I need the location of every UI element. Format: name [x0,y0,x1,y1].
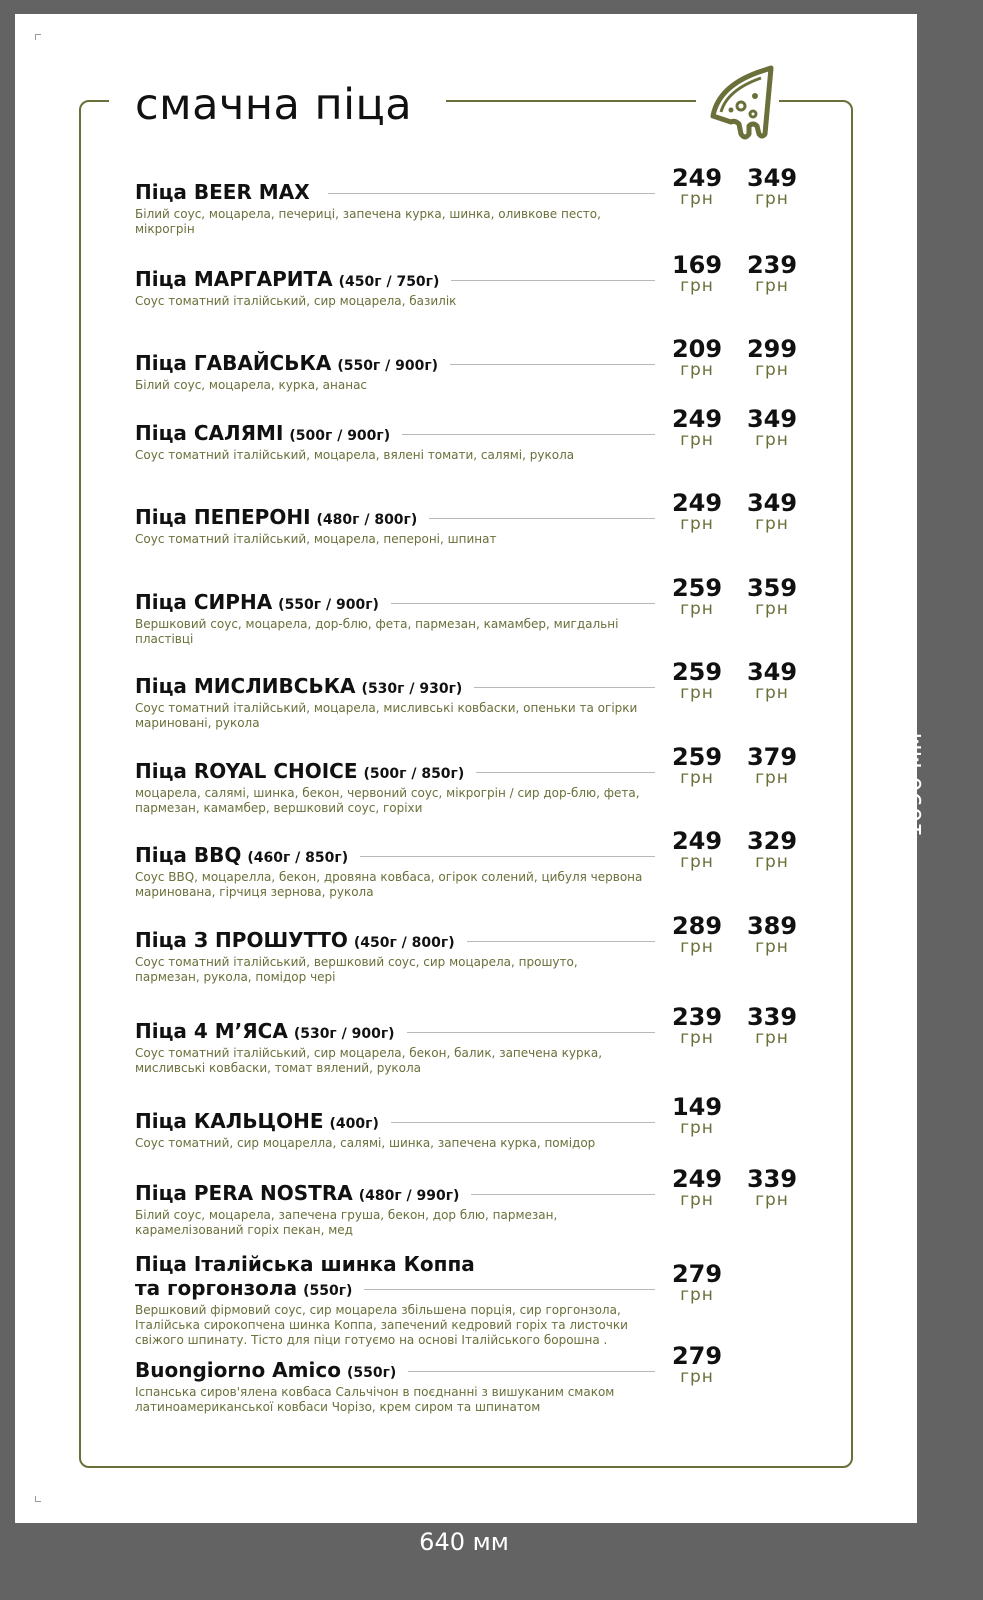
price-small: 249 грн [671,827,723,872]
price-large: 349 грн [746,405,798,450]
price-small: 289 грн [671,912,723,957]
item-name: Піца МАРГАРИТА [135,267,333,291]
price-small: 149 грн [671,1093,723,1138]
item-name: Піца КАЛЬЦОНЕ [135,1109,324,1133]
item-weight: (460г / 850г) [247,850,349,866]
item-description: Соус томатний італійський, моцарела, вялені томати, салямі, рукола [135,448,575,462]
price-large: 339 грн [746,1003,798,1048]
menu-item [135,574,815,647]
item-name: Піца PERA NOSTRA [135,1181,353,1205]
menu-item [135,743,815,816]
item-description: Соус томатний італійський, моцарела, пепероні, шпинат [135,532,497,546]
price-small: 249 грн [671,489,723,534]
item-name: Піца ГАВАЙСЬКА [135,351,332,375]
height-dimension-label: 1090 мм [899,732,927,838]
price-small: 279 грн [671,1260,723,1305]
price-small: 249 грн [671,164,723,209]
item-description: Соус томатний італійський, моцарела, мисливські ковбаски, опеньки та огірки мариновані, рукола [135,701,638,730]
item-weight: (550г / 900г) [278,597,379,613]
item-name: Піца СИРНА [135,590,273,614]
menu-item [135,1093,815,1151]
item-description: Соус томатний італійський, сир моцарела, базилік [135,294,457,308]
item-description: Вершковий фірмовий соус, сир моцарела збільшена порція, сир горгонзола, Італійська сирокопчена шинка Коппа, запечений кедровий горіх та листочки свіжого шпинату. Тісто для піци готуємо на основі Італійського борошна . [135,1303,628,1347]
width-dimension-label: 640 мм [419,1528,509,1556]
price-small: 239 грн [671,1003,723,1048]
item-weight: (500г / 850г) [363,766,465,782]
price-large: 329 грн [746,827,798,872]
item-description: Білий соус, моцарела, запечена груша, бекон, дор блю, пармезан, карамелізований горіх пекан, мед [135,1208,558,1237]
item-weight: (450г / 750г) [338,274,440,290]
item-weight: (450г / 800г) [353,935,455,951]
item-weight: (480г / 800г) [316,512,418,528]
pizza-slice-icon [705,64,775,140]
crop-mark [35,1496,41,1502]
item-weight: (480г / 990г) [358,1188,460,1204]
price-small: 279 грн [671,1342,723,1387]
menu-item [135,1252,815,1348]
menu-item [135,1003,815,1076]
item-name-line2: та горгонзола [135,1276,298,1300]
item-description: Соус томатний італійський, вершковий соус, сир моцарела, прошуто, пармезан, рукола, помідор чері [135,955,578,984]
price-large: 239 грн [746,251,798,296]
price-small: 259 грн [671,574,723,619]
item-name: Піца ROYAL CHOICE [135,759,358,783]
item-name: Піца З ПРОШУТТО [135,928,348,952]
item-description: Соус BBQ, моцарелла, бекон, дровяна ковбаса, огірок солений, цибуля червона маринована, гірчиця зернова, рукола [135,870,643,899]
price-large: 379 грн [746,743,798,788]
menu-item [135,658,815,731]
price-small: 259 грн [671,743,723,788]
price-large: 349 грн [746,658,798,703]
price-large: 349 грн [746,489,798,534]
crop-mark [35,34,41,40]
menu-item [135,912,815,985]
item-name: Піца ПЕПЕРОНІ [135,505,311,529]
item-name: Buongiorno Amico [135,1358,341,1382]
item-description: Білий соус, моцарела, печериці, запечена курка, шинка, оливкове песто, мікрогрін [135,207,601,236]
menu-item [135,1342,815,1415]
item-description: Іспанська сиров'ялена ковбаса Сальчічон в поєднанні з вишуканим смаком латиноамериканської ковбаси Чорізо, крем сиром та шпинатом [135,1385,615,1414]
price-large: 389 грн [746,912,798,957]
menu-sheet [15,14,917,1523]
price-large: 349 грн [746,164,798,209]
item-name: Піца 4 М’ЯСА [135,1019,288,1043]
menu-item [135,1165,815,1238]
item-description: Соус томатний, сир моцарелла, салямі, шинка, запечена курка, помідор [135,1136,596,1150]
menu-item [135,489,815,547]
price-small: 249 грн [671,405,723,450]
price-small: 209 грн [671,335,723,380]
item-weight: (530г / 930г) [361,681,463,697]
item-description: Білий соус, моцарела, курка, ананас [135,378,368,392]
item-description: Соус томатний італійський, сир моцарела, бекон, балик, запечена курка, мисливські ковбаски, томат вялений, рукола [135,1046,603,1075]
item-weight: (550г) [303,1283,353,1299]
menu-item [135,827,815,900]
menu-title: смачна піца [135,80,413,130]
price-large: 359 грн [746,574,798,619]
item-name: Піца МИСЛИВСЬКА [135,674,356,698]
item-weight: (550г / 900г) [337,358,439,374]
price-large: 339 грн [746,1165,798,1210]
item-name: Піца BBQ [135,843,242,867]
menu-item [135,405,815,463]
menu-item [135,164,815,237]
item-weight: (500г / 900г) [289,428,391,444]
price-small: 249 грн [671,1165,723,1210]
menu-item [135,251,815,309]
item-name: Піца САЛЯМІ [135,421,284,445]
item-weight: (550г) [346,1365,397,1381]
price-small: 259 грн [671,658,723,703]
item-weight: (530г / 900г) [293,1026,395,1042]
item-name: Піца BEER MAX [135,180,310,204]
price-large: 299 грн [746,335,798,380]
item-description: Вершковий соус, моцарела, дор-блю, фета, пармезан, камамбер, мигдальні пластівці [135,617,619,646]
item-name: Піца Італійська шинка Коппа [135,1252,475,1276]
menu-item [135,335,815,393]
item-description: моцарела, салямі, шинка, бекон, червоний соус, мікрогрін / сир дор-блю, фета, пармезан, камамбер, вершковий соус, горіхи [135,786,640,815]
price-small: 169 грн [671,251,723,296]
item-weight: (400г) [329,1116,379,1132]
